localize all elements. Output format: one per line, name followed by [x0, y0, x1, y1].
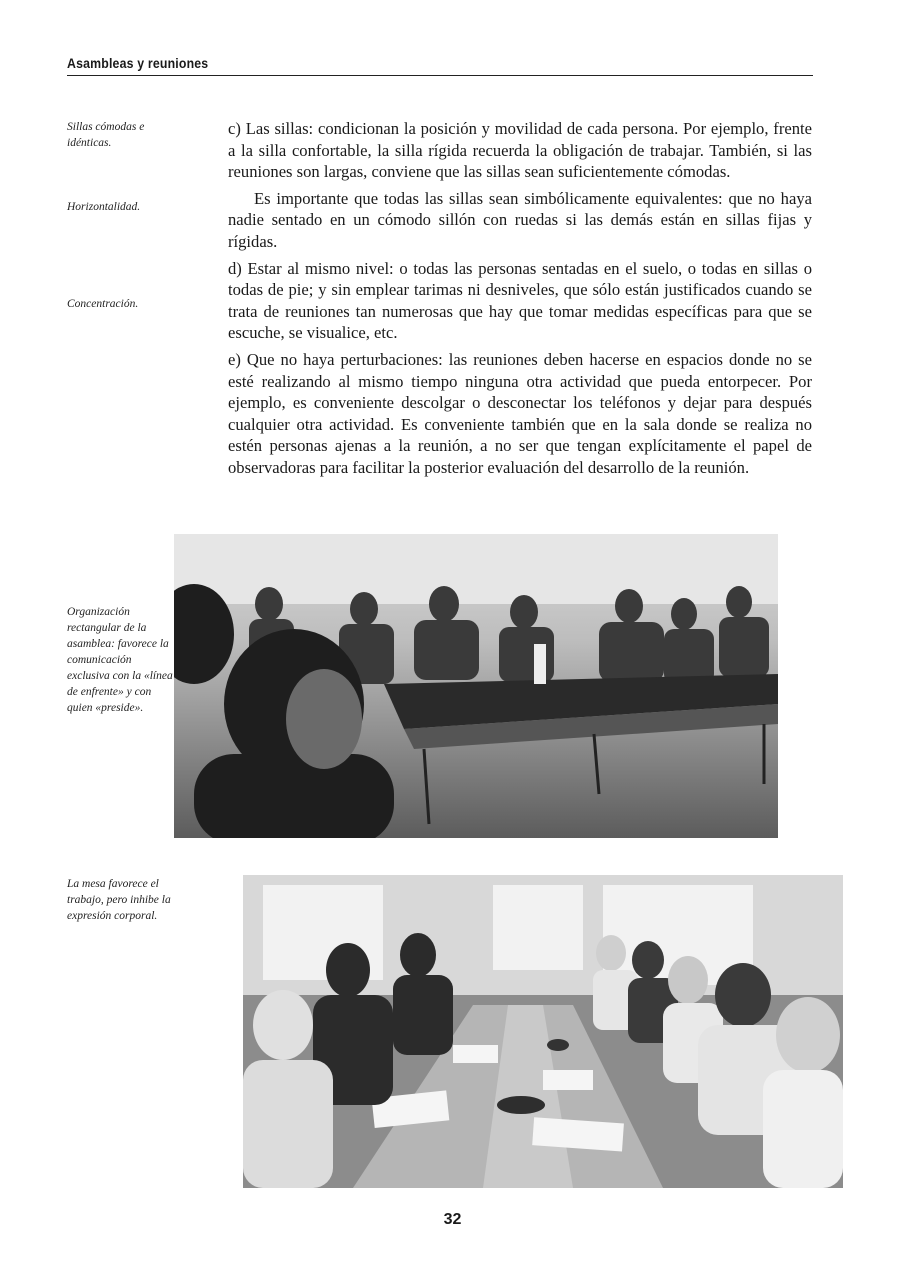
paragraph-c: c) Las sillas: condicionan la posición y movilidad de cada persona. Por ejemplo, frente a la silla confortable, la silla rígida recuerda la obligación de trabajar. También, si las reuniones son largas, conviene que las sillas sean suficientemente cómodas.: [228, 119, 812, 182]
running-title: Asambleas y reuniones: [67, 55, 209, 71]
figure-caption-mesa: La mesa favorece el trabajo, pero inhibe la expresión corporal.: [67, 878, 171, 922]
paragraph-d: d) Estar al mismo nivel: o todas las personas sentadas en el suelo, o todas en sillas o todas de pie; y sin emplear tarimas ni desniveles, que sólo están justificados cuando se trata de reuniones tan numerosas que hay que tomar medidas específicas para que se escuche, se visualice, etc.: [228, 258, 812, 343]
photo-rectangular-assembly: [174, 534, 778, 838]
margin-note-sillas: Sillas cómodas e idénticas.: [67, 121, 145, 149]
photo-table-meeting: [243, 875, 843, 1188]
margin-note-horizontalidad: Horizontalidad.: [67, 201, 141, 213]
figure-caption-rectangular: Organización rectangular de la asamblea: favorece la comunicación exclusiva con la «línea de enfrente» y con quien «preside».: [67, 606, 173, 714]
margin-note-concentracion: Concentración.: [67, 298, 139, 310]
running-header: [67, 55, 813, 76]
paragraph-equivalentes: Es importante que todas las sillas sean simbólicamente equivalentes: que no haya nadie sentado en un cómodo sillón con ruedas si las demás están en sillas fijas y rígidas.: [228, 188, 812, 251]
page-number: 32: [443, 1211, 462, 1228]
paragraph-e: e) Que no haya perturbaciones: las reuniones deben hacerse en espacios donde no se esté realizando al mismo tiempo ninguna otra actividad que pueda entorpecer. Por ejemplo, es conveniente descolgar o desconectar los teléfonos y dejar para después cualquier otra actividad. Es conveniente también que en la sala donde se realiza no estén personas ajenas a la reunión, a no ser que tengan explícitamente el papel de observadoras para facilitar la posterior evaluación del desarrollo de la reunión.: [228, 349, 812, 477]
body-text: [228, 118, 812, 484]
